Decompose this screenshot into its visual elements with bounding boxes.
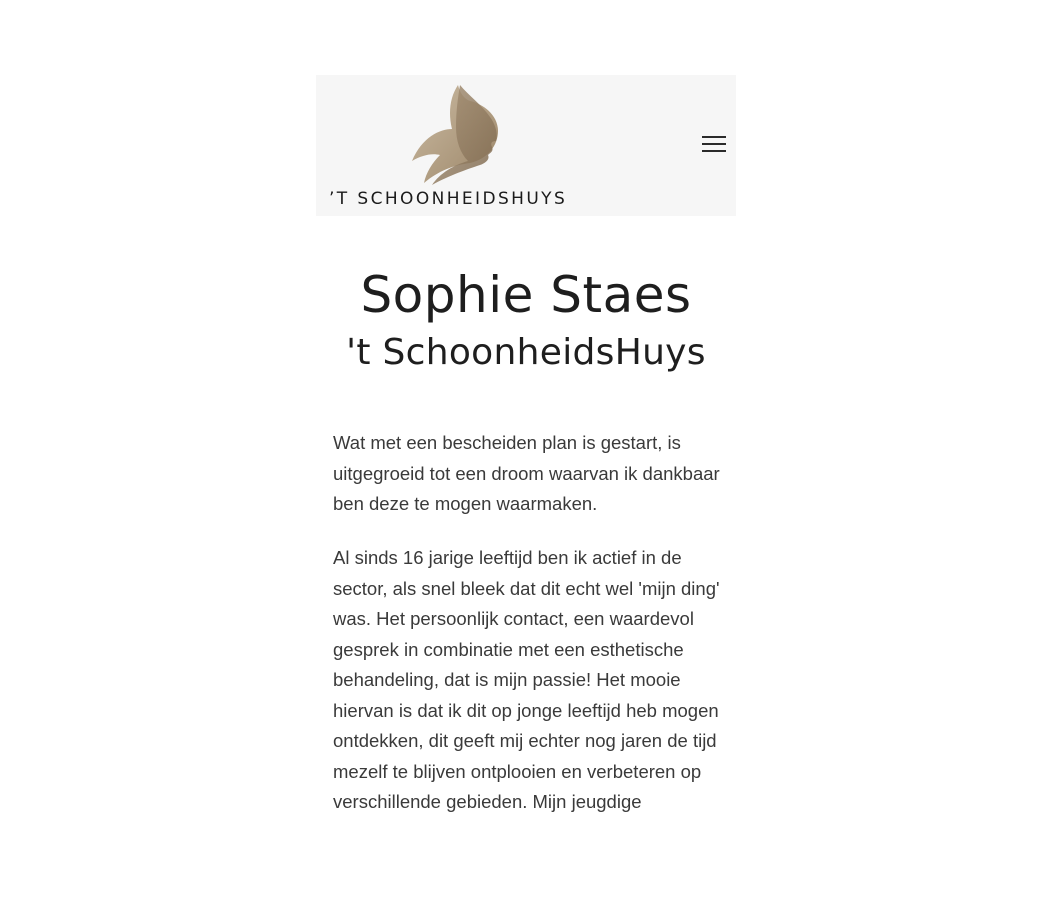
page-subtitle: 't SchoonheidsHuys xyxy=(346,332,706,373)
page-title: Sophie Staes xyxy=(360,266,692,324)
mobile-viewport xyxy=(316,75,736,827)
intro-paragraph: Wat met een bescheiden plan is gestart, is uitgegroeid tot een droom waarvan ik dankbaar ben deze te mogen waarmaken. xyxy=(333,432,720,514)
site-header xyxy=(316,75,736,216)
menu-line xyxy=(702,136,726,138)
body-paragraph: Al sinds 16 jarige leeftijd ben ik actief in de sector, als snel bleek dat dit echt wel 'mijn ding' was. Het persoonlijk contact, een waardevol gesprek in combinatie met een esthetische behandeling, dat is mijn passie! Het mooie hiervan is dat ik dit op jonge leeftijd heb mogen ontdekken, dit geeft mij echter nog jaren de tijd mezelf te blijven ontplooien en verbeteren op verschillende gebieden. Mijn jeugdige xyxy=(333,547,720,812)
logo-wordmark[interactable]: ’T SCHOONHEIDSHUYS xyxy=(329,189,568,209)
menu-line xyxy=(702,143,726,145)
menu-line xyxy=(702,150,726,152)
butterfly-face-logo-icon[interactable] xyxy=(410,83,502,187)
hamburger-menu-icon[interactable] xyxy=(702,136,726,153)
